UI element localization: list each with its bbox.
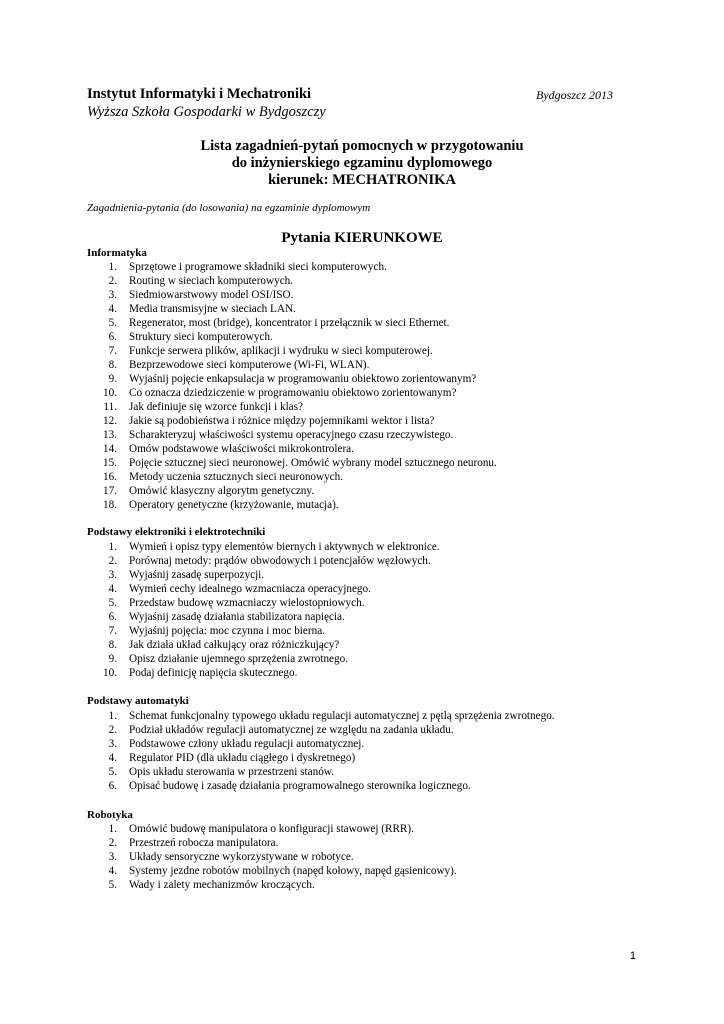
list-item-number: 2.	[108, 275, 117, 287]
list-item	[87, 610, 440, 624]
list-item-text: Co oznacza dziedziczenie w programowaniu obiektowo zorientowanym?	[129, 387, 457, 399]
list-item-text: Jak działa układ całkujący oraz różniczkujący?	[129, 639, 340, 651]
list-item-number: 16.	[103, 471, 117, 483]
list-item-text: Jakie są podobieństwa i różnice między pojemnikami wektor i lista?	[129, 415, 435, 427]
list-item-text: Systemy jezdne robotów mobilnych (napęd kołowy, napęd gąsienicowy).	[129, 865, 457, 877]
list-item	[87, 260, 497, 274]
list-item	[87, 456, 497, 470]
list-item-number: 1.	[108, 541, 117, 553]
list-item	[87, 484, 497, 498]
list-item	[87, 709, 555, 723]
list-item-text: Routing w sieciach komputerowych.	[129, 275, 294, 287]
list-item-text: Opisz działanie ujemnego sprzężenia zwrotnego.	[129, 653, 348, 665]
list-item	[87, 372, 497, 386]
list-item	[87, 428, 497, 442]
list-item-text: Bezprzewodowe sieci komputerowe (Wi-Fi, WLAN).	[129, 359, 370, 371]
list-item	[87, 400, 497, 414]
list-item-text: Media transmisyjne w sieciach LAN.	[129, 303, 296, 315]
list-item-text: Podaj definicję napięcia skutecznego.	[129, 667, 298, 679]
list-item	[87, 344, 497, 358]
list-item	[87, 652, 440, 666]
list-item	[87, 765, 555, 779]
list-item-number: 13.	[103, 429, 117, 441]
section-title-informatyka: Informatyka	[87, 247, 147, 259]
page-number: 1	[629, 950, 636, 962]
section-heading: Pytania KIERUNKOWE	[281, 230, 443, 246]
list-item	[87, 751, 555, 765]
list-item	[87, 624, 440, 638]
title-line-2: do inżynierskiego egzaminu dyplomowego	[231, 155, 493, 171]
list-item-text: Sprzętowe i programowe składniki sieci komputerowych.	[129, 261, 387, 273]
list-item-text: Siedmiowarstwowy model OSI/ISO.	[129, 289, 294, 301]
list-item-number: 5.	[108, 766, 117, 778]
list-item-number: 4.	[108, 583, 117, 595]
list-item-text: Podstawowe człony układu regulacji automatycznej.	[129, 738, 365, 750]
list-item	[87, 568, 440, 582]
list-item	[87, 330, 497, 344]
list-item-text: Wyjaśnij zasadę działania stabilizatora napięcia.	[129, 611, 345, 623]
list-item	[87, 822, 457, 836]
intro-text: Zagadnienia-pytania (do losowania) na egzaminie dyplomowym	[87, 202, 371, 214]
list-item	[87, 596, 440, 610]
list-item-text: Regenerator, most (bridge), koncentrator i przełącznik w sieci Ethernet.	[129, 317, 450, 329]
list-item-number: 9.	[108, 653, 117, 665]
list-item-number: 1.	[108, 261, 117, 273]
list-item-text: Wymień cechy idealnego wzmacniacza operacyjnego.	[129, 583, 371, 595]
list-item-text: Wyjaśnij pojęcie enkapsulacja w programowaniu obiektowo zorientowanym?	[129, 373, 477, 385]
list-item-number: 3.	[108, 738, 117, 750]
list-item	[87, 554, 440, 568]
list-item-number: 9.	[108, 373, 117, 385]
list-item-number: 18.	[103, 499, 117, 511]
list-item	[87, 414, 497, 428]
list-item-text: Wyjaśnij zasadę superpozycji.	[129, 569, 265, 581]
list-item-text: Omówić budowę manipulatora o konfiguracji stawowej (RRR).	[129, 823, 414, 835]
list-item-text: Operatory genetyczne (krzyżowanie, mutacja).	[129, 499, 339, 511]
list-item-number: 12.	[103, 415, 117, 427]
list-item-number: 1.	[108, 710, 117, 722]
list-item	[87, 498, 497, 512]
list-item-number: 7.	[108, 625, 117, 637]
list-item-number: 2.	[108, 837, 117, 849]
list-item	[87, 850, 457, 864]
list-item-number: 6.	[108, 780, 117, 792]
list-item-text: Regulator PID (dla układu ciągłego i dyskretnego)	[129, 752, 356, 764]
document-date: Bydgoszcz 2013	[536, 88, 613, 102]
list-item-number: 4.	[108, 752, 117, 764]
list-item	[87, 540, 440, 554]
list-item-number: 2.	[108, 555, 117, 567]
list-item-text: Przedstaw budowę wzmacniaczy wielostopniowych.	[129, 597, 365, 609]
list-item	[87, 316, 497, 330]
list-item-text: Przestrzeń robocza manipulatora.	[129, 837, 279, 849]
question-list-automatyka	[87, 709, 555, 793]
list-item	[87, 779, 555, 793]
list-item-number: 2.	[108, 724, 117, 736]
list-item	[87, 638, 440, 652]
list-item-text: Porównaj metody: prądów obwodowych i potencjałów węzłowych.	[129, 555, 431, 567]
list-item-text: Wymień i opisz typy elementów biernych i aktywnych w elektronice.	[129, 541, 440, 553]
list-item-number: 17.	[103, 485, 117, 497]
list-item	[87, 442, 497, 456]
list-item-number: 5.	[108, 317, 117, 329]
list-item-number: 5.	[108, 879, 117, 891]
list-item-number: 3.	[108, 569, 117, 581]
question-list-elektronika	[87, 540, 440, 680]
list-item-text: Opisać budowę i zasadę działania programowalnego sterownika logicznego.	[129, 780, 471, 792]
list-item	[87, 666, 440, 680]
list-item-number: 7.	[108, 345, 117, 357]
section-title-automatyka: Podstawy automatyki	[87, 695, 189, 707]
list-item	[87, 878, 457, 892]
section-title-robotyka: Robotyka	[87, 809, 133, 821]
list-item-text: Struktury sieci komputerowych.	[129, 331, 273, 343]
list-item-text: Układy sensoryczne wykorzystywane w robotyce.	[129, 851, 354, 863]
list-item-number: 1.	[108, 823, 117, 835]
section-title-elektronika: Podstawy elektroniki i elektrotechniki	[87, 526, 266, 538]
list-item	[87, 302, 497, 316]
list-item	[87, 723, 555, 737]
list-item-number: 4.	[108, 865, 117, 877]
list-item-number: 11.	[103, 401, 117, 413]
list-item-text: Pojęcie sztucznej sieci neuronowej. Omówić wybrany model sztucznego neuronu.	[129, 457, 497, 469]
list-item-number: 14.	[103, 443, 117, 455]
list-item-text: Podział układów regulacji automatycznej ze względu na zadania układu.	[129, 724, 454, 736]
list-item-number: 10.	[103, 667, 117, 679]
institute-name: Instytut Informatyki i Mechatroniki	[87, 86, 312, 102]
list-item-number: 15.	[103, 457, 117, 469]
list-item	[87, 864, 457, 878]
list-item-text: Wyjaśnij pojęcia: moc czynna i moc bierna.	[129, 625, 325, 637]
list-item-text: Scharakteryzuj właściwości systemu operacyjnego czasu rzeczywistego.	[129, 429, 454, 441]
list-item-text: Jak definiuje się wzorce funkcji i klas?	[129, 401, 303, 413]
list-item-number: 4.	[108, 303, 117, 315]
list-item-number: 6.	[108, 611, 117, 623]
list-item-text: Opis układu sterowania w przestrzeni stanów.	[129, 766, 334, 778]
list-item-number: 8.	[108, 359, 117, 371]
list-item-text: Omówić klasyczny algorytm genetyczny.	[129, 485, 315, 497]
list-item-text: Wady i zalety mechanizmów kroczących.	[129, 879, 315, 891]
list-item-text: Funkcje serwera plików, aplikacji i wydruku w sieci komputerowej.	[129, 345, 433, 357]
list-item	[87, 274, 497, 288]
question-list-robotyka	[87, 822, 457, 892]
list-item	[87, 288, 497, 302]
list-item-text: Metody uczenia sztucznych sieci neuronowych.	[129, 471, 344, 483]
list-item-number: 8.	[108, 639, 117, 651]
list-item	[87, 582, 440, 596]
list-item	[87, 836, 457, 850]
school-name: Wyższa Szkoła Gospodarki w Bydgoszczy	[87, 104, 326, 120]
list-item-number: 3.	[108, 289, 117, 301]
list-item-number: 6.	[108, 331, 117, 343]
list-item	[87, 470, 497, 484]
list-item	[87, 386, 497, 400]
list-item-number: 5.	[108, 597, 117, 609]
list-item-number: 10.	[103, 387, 117, 399]
list-item	[87, 737, 555, 751]
list-item	[87, 358, 497, 372]
list-item-text: Schemat funkcjonalny typowego układu regulacji automatycznej z pętlą sprzężenia zwrotnego.	[129, 710, 555, 722]
title-line-3: kierunek: MECHATRONIKA	[268, 172, 456, 188]
list-item-text: Omów podstawowe właściwości mikrokontrolera.	[129, 443, 354, 455]
title-line-1: Lista zagadnień-pytań pomocnych w przygotowaniu	[200, 138, 524, 154]
question-list-informatyka	[87, 260, 497, 512]
list-item-number: 3.	[108, 851, 117, 863]
